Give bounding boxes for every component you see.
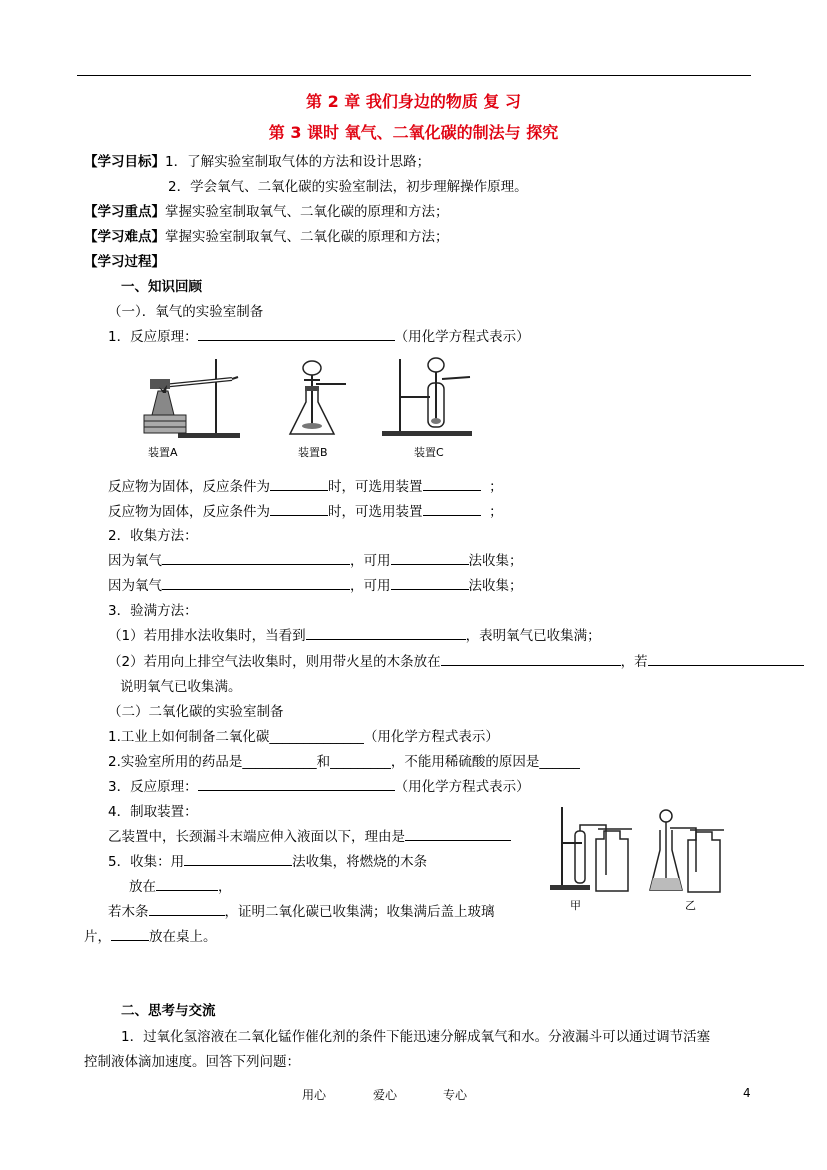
oxygen-subheading: （一）．氧气的实验室制备 [108,304,264,320]
co2-collection: 5．收集：用 法收集，将燃烧的木条 [108,850,427,870]
full-check-2: （2）若用向上排空气法收集时，则用带火星的木条放在 ，若 [108,650,804,670]
section-1-heading: 一、知识回顾 [121,279,202,295]
lesson-title: 第 3 课时 氧气、二氧化碳的制法与 探究 [268,123,559,142]
co2-reagents: 2.实验室所用的药品是___________和_________，不能用稀硫酸的原因是______ [108,754,580,770]
page-number: 4 [743,1086,751,1100]
reactant-condition-1: 反应物为固体，反应条件为 时，可选用装置 ； [108,475,503,495]
apparatus-jia-label: 甲 [570,899,581,912]
header-rule [77,75,751,76]
apparatus-a-illustration [138,355,242,440]
chapter-title: 第 2 章 我们身边的物质 复 习 [306,92,521,111]
apparatus-c-label: 装置C [414,446,444,459]
full-check-1: （1）若用排水法收集时，当看到 ，表明氧气已收集满； [108,624,601,644]
collection-line-1: 因为氧气 ，可用 法收集； [108,549,523,569]
co2-apparatus-heading: 4．制取装置： [108,804,198,820]
apparatus-a-label: 装置A [148,446,178,459]
full-check-2-end: 说明氧气已收集满。 [120,679,242,695]
co2-funnel-question: 乙装置中，长颈漏斗末端应伸入液面以下，理由是 [108,825,511,845]
apparatus-yi-illustration [648,806,728,896]
co2-collection-place: 放在 ， [129,875,232,895]
goal-line-1: 【学习目标】1．了解实验室制取气体的方法和设计思路； [84,154,431,170]
reaction-principle: 1．反应原理： （用化学方程式表示） [108,325,530,345]
reactant-condition-2: 反应物为固体，反应条件为 时，可选用装置 ； [108,500,503,520]
apparatus-c-illustration [380,353,480,439]
apparatus-jia-illustration [548,803,638,895]
co2-principle: 3．反应原理： （用化学方程式表示） [108,775,530,795]
key-points: 【学习重点】掌握实验室制取氧气、二氧化碳的原理和方法； [84,204,449,220]
full-check-heading: 3．验满方法： [108,603,198,619]
section-2-heading: 二、思考与交流 [121,1003,216,1019]
question-1-line-2: 控制液体滴加速度。回答下列问题： [84,1054,300,1070]
co2-subheading: （二）二氧化碳的实验室制备 [108,704,284,720]
collection-line-2: 因为氧气 ，可用 法收集； [108,574,523,594]
collection-method-heading: 2．收集方法： [108,528,198,544]
co2-full-check: 若木条 ，证明二氧化碳已收集满；收集满后盖上玻璃 [108,900,495,920]
apparatus-yi-label: 乙 [685,899,696,912]
co2-glass-plate: 片， 放在桌上。 [84,925,217,945]
difficult-points: 【学习难点】掌握实验室制取氧气、二氧化碳的原理和方法； [84,229,449,245]
process-label: 【学习过程】 [84,254,165,270]
goal-line-2: 2．学会氧气、二氧化碳的实验室制法，初步理解操作原理。 [168,179,528,195]
apparatus-b-label: 装置B [298,446,328,459]
footer-motto-3: 专心 [443,1088,468,1102]
footer-motto-1: 用心 [302,1088,327,1102]
question-1-line-1: 1．过氧化氢溶液在二氧化锰作催化剂的条件下能迅速分解成氧气和水。分液漏斗可以通过调节活塞 [121,1029,711,1045]
co2-industrial: 1.工业上如何制备二氧化碳______________（用化学方程式表示） [108,729,499,745]
footer-motto-2: 爱心 [373,1088,398,1102]
apparatus-b-illustration [288,358,350,440]
